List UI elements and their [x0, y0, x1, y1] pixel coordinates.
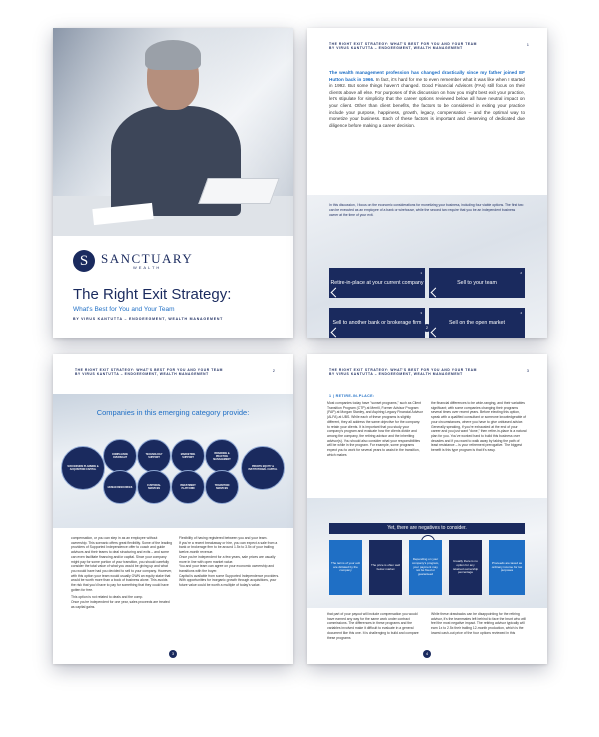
service-circle: BRANDING & PRACTICE MANAGEMENT: [205, 439, 239, 473]
service-circle: TECHNOLOGY SUPPORT: [137, 439, 171, 473]
footer-page-marker: 2: [423, 324, 431, 332]
page-number: 1: [526, 42, 529, 47]
logo-mark: S: [73, 250, 95, 272]
service-circle: SUCCESSION PLANNING & ACQUISITION CAPITAL: [61, 446, 105, 490]
logo-name: SANCTUARY: [101, 251, 194, 266]
cover-page: [53, 28, 293, 338]
page-intro: [307, 28, 547, 338]
cover-photo: [53, 28, 293, 236]
body-right-column: Flexibility of having registered between you and your team. If you're a recent breakaway or hire, you can expect a sale from a bank or brokerage firm to be around 1.5x to 3.5x of your trailing twelve-month revenue. Once you're independent for a few years, sale prices are usually more in line with open market value. You and your team can agree on your economic ownership and transitions with the buyer. Capital is available from some Supported Independence providers. With opportunities for inorganic growth through acquisitions, your future value could be worth a multiple of today's value.: [179, 536, 280, 588]
footer-page-marker: 3: [169, 650, 177, 658]
body-left-column: compensation, or you can step in as an employee without ownership. This scenario offers great flexibility. Some of the leading providers of Supported Independence offer to coach and guide advisors and their teams to deal structuring and exits – and some can even facilitate financing and/or capital. Since your company might pay for some portion of your transition, you should carefully consider the total value of what you would be giving up and what you would have had you decided to sell to your company. However, with this option your team would usually OWN an equity stake that would be worth more than a book of business alone. This avoids the risk that you'd have to pay for something that they could have gotten for free. This option is not related to deals and the comp. Once you're independent for one year, sales proceeds are treated as capital gains.: [71, 536, 173, 609]
service-circle: PRIVATE EQUITY & INSTITUTIONAL CAPITAL: [241, 446, 285, 490]
chevron-icon: [431, 328, 441, 338]
negative-item: The terms of your exit are dictated by the company: [329, 540, 362, 595]
logo-sub: WEALTH: [132, 265, 162, 270]
section-heading: 1 | RETIRE-IN-PLACE:: [329, 394, 375, 398]
service-circle: COMPLIANCE OVERSIGHT: [103, 439, 137, 473]
option-sell-to-team: Sell to your team 2: [429, 268, 525, 298]
chevron-icon: [331, 288, 341, 298]
running-header: THE RIGHT EXIT STRATEGY: WHAT'S BEST FOR YOU AND YOUR TEAM BY VIRUS KANTUTTA – ENDOEEGMENT, WEALTH MANAGEMENT: [329, 368, 477, 376]
page-number: 2: [272, 368, 275, 373]
page-supported-independence: [53, 354, 293, 664]
service-circle: INVESTMENT PLATFORM: [171, 470, 205, 504]
negative-item: The price is often well below market: [369, 540, 402, 595]
intro-body: In fact, it's hard for me to even remember what it was like when I started in 1992. But some things haven't changed. Good Financial Advisors (FAs) still focus on their clients above all else. For purposes of this discussion on how you might best exit your practice, let's stipulate for simplicity that the career options reviewed below all have neutral impact on your client. Other than client benefits, the factors to be considered in exiting your practice include your purpose, happiness, growth, legacy, compensation – and the optimal way to monetize your business. Each of these factors is important and deserving of dedicated due diligence before making a career decision.: [329, 76, 525, 128]
cover-byline: BY VIRUS KANTUTTA – ENDOEEGMENT, WEALTH MANAGEMENT: [73, 317, 224, 321]
service-circle: CUSTODIAL SERVICES: [137, 470, 171, 504]
negative-item: Proceeds are taxed as ordinary income for tax purposes: [489, 540, 525, 595]
service-circle: HUMAN RESOURCES: [103, 470, 137, 504]
options-intro: In this discussion, I focus on the economic considerations for monetizing your business, including four viable options. The first two can be executed as an employee of a bank or wirehouse, while the second two require that you be an independent business owner at the time of your exit.: [329, 203, 524, 217]
negative-item: Depending on your company's program, your payment may not be fixed or guaranteed: [409, 540, 442, 595]
body-left-column: Most companies today have "sunset programs," such as Client Transition Program (CTP) at Merrill, Former Advisor Program (FAP) at Morgan Stanley, and Aspiring Legacy Financial Advisor (ALFA) at UBS. While each of these programs is slightly different, they all address the same objective for the company: to retain your clients. It is important that you study your company's program and evaluate how the clients divide and among the company, the retiring advisor and the inheriting advisor(s). You should also consider what your responsibilities will be while in the program. For example, some programs expect you to work for several years to assist in the transition, which makes: [327, 401, 423, 457]
cover-subtitle: What's Best for You and Your Team: [73, 306, 175, 313]
sanctuary-logo: [73, 250, 193, 272]
cover-title: The Right Exit Strategy:: [73, 286, 232, 303]
page-retire-in-place: [307, 354, 547, 664]
service-circle: MARKETING SUPPORT: [171, 439, 205, 473]
intro-paragraph: [329, 70, 525, 129]
page-number: 3: [526, 368, 529, 373]
footer-page-marker: 4: [423, 650, 431, 658]
chevron-icon: [431, 288, 441, 298]
option-sell-to-bank: Sell to another bank or brokerage firm 3: [329, 308, 425, 338]
body-bottom-left: that part of your payout will include compensation you would have earned any way for the same work under contract commissions. The differences in these programs and the variables involved make it difficult to evaluate in a general document like this one. It is challenging to build and compare these programs: [327, 612, 419, 640]
running-header: THE RIGHT EXIT STRATEGY: WHAT'S BEST FOR YOU AND YOUR TEAM BY VIRUS KANTUTTA – ENDOEEGMENT, WEALTH MANAGEMENT: [329, 42, 477, 50]
negatives-title: Yet, there are negatives to consider.: [329, 523, 525, 534]
intro-highlight: The wealth management profession has changed drastically since my father joined EF Hutton back in 1966.: [329, 70, 525, 82]
services-title: Companies in this emerging category provide:: [96, 408, 250, 417]
running-header: THE RIGHT EXIT STRATEGY: WHAT'S BEST FOR YOU AND YOUR TEAM BY VIRUS KANTUTTA – ENDOEEGMENT, WEALTH MANAGEMENT: [75, 368, 223, 376]
body-bottom-right: While these drawbacks can be disappointing for the retiring advisor, it's the teammates left behind to face the brunt who will feel the most negative impact. The retiring advisor typically will earn 1x to 2.5x their trailing 12-month production, which is the lowest cash-out price of the four options reviewed in this: [431, 612, 526, 635]
service-circle: TRANSITION SERVICES: [205, 470, 239, 504]
body-right-column: the financial differences to be wide-ranging, and their variables significant; with some companies changing their programs several times over recent years. Before electing this option, speak with a qualified consultant or someone knowledgeable of your circumstances, where you have to give unbiased advice. Generally speaking, if you're exhausted at the end of your career and you just want "done," then retire-in-place is a natural plan for you. You've worked hard to build this business over decades and if you want to walk away by taking the path of least resistance – is your retirement prerogative. The biggest benefit is this type program is that it's easy.: [431, 401, 527, 453]
option-open-market: Sell on the open market 4: [429, 308, 525, 338]
negative-item: Usually there is no option for any retained ownership percentage: [449, 540, 482, 595]
chevron-icon: [331, 328, 341, 338]
option-retire-in-place: Retire-in-place at your current company 1: [329, 268, 425, 298]
